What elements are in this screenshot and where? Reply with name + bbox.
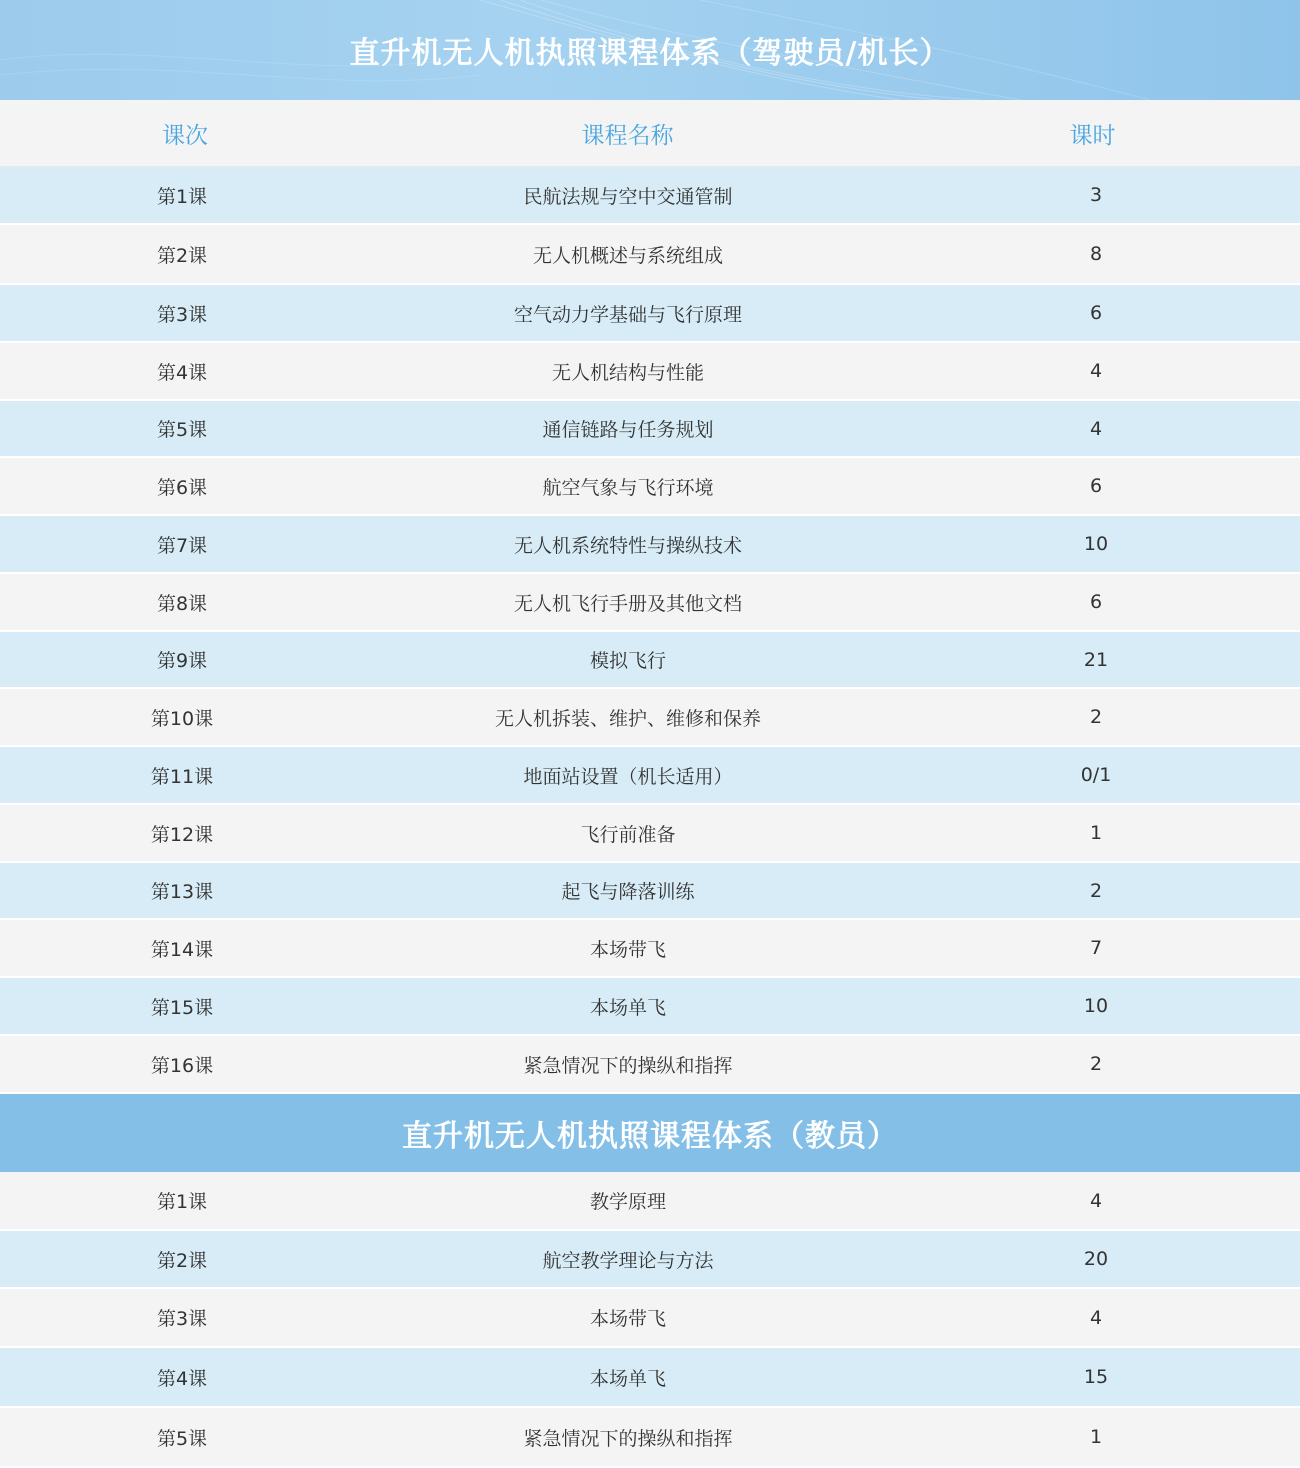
course-name-cell: 起飞与降落训练 (561, 881, 695, 903)
lesson-cell: 第16课 (150, 1054, 214, 1077)
table-row (0, 574, 1300, 632)
hours-cell: 21 (1083, 648, 1109, 671)
table-row (0, 1231, 1300, 1289)
section1-table-body (0, 167, 1300, 1094)
table-row (0, 863, 1300, 920)
hours-cell: 6 (1089, 591, 1103, 613)
table-row (0, 1408, 1300, 1468)
lesson-cell: 第3课 (156, 1308, 208, 1330)
table-row (0, 1172, 1300, 1231)
table-row (0, 401, 1300, 458)
hours-cell: 4 (1089, 360, 1103, 382)
hours-cell: 2 (1089, 879, 1103, 902)
course-name-cell: 无人机系统特性与操纵技术 (513, 534, 742, 557)
table-row (0, 225, 1300, 285)
hours-cell: 1 (1089, 822, 1103, 844)
table-row (0, 285, 1300, 343)
lesson-cell: 第11课 (150, 765, 214, 788)
hours-cell: 6 (1089, 302, 1103, 324)
hours-cell: 4 (1089, 1189, 1103, 1212)
table-header (0, 100, 1300, 167)
table-row (0, 167, 1300, 225)
lesson-cell: 第5课 (156, 419, 208, 441)
lesson-cell: 第8课 (156, 592, 208, 615)
hours-cell: 4 (1089, 417, 1103, 440)
table-row (0, 920, 1300, 978)
course-name-cell: 本场带飞 (589, 938, 666, 961)
hours-cell: 4 (1089, 1306, 1103, 1329)
course-name-cell: 本场带飞 (589, 1308, 666, 1330)
lesson-cell: 第2课 (156, 244, 208, 267)
course-name-cell: 航空气象与飞行环境 (542, 476, 714, 499)
hours-cell: 10 (1083, 533, 1109, 555)
table-row (0, 516, 1300, 574)
table-row (0, 632, 1300, 689)
hours-cell: 1 (1089, 1426, 1103, 1448)
table-row (0, 978, 1300, 1036)
header-course: 课程名称 (581, 122, 674, 149)
hours-cell: 2 (1089, 1053, 1103, 1075)
course-name-cell: 地面站设置（机长适用） (523, 765, 733, 788)
table-row (0, 458, 1300, 516)
hours-cell: 7 (1089, 937, 1103, 959)
hours-cell: 3 (1089, 184, 1103, 206)
lesson-cell: 第5课 (156, 1427, 208, 1450)
table-row (0, 805, 1300, 863)
lesson-cell: 第12课 (150, 823, 214, 846)
course-name-cell: 本场单飞 (589, 996, 666, 1019)
section1-title: 直升机无人机执照课程体系（驾驶员/机长） (349, 36, 951, 71)
table-row (0, 689, 1300, 747)
lesson-cell: 第3课 (156, 303, 208, 326)
section2-title: 直升机无人机执照课程体系（教员） (0, 1094, 1300, 1172)
lesson-cell: 第7课 (156, 534, 208, 557)
lesson-cell: 第6课 (156, 476, 208, 499)
course-name-cell: 无人机概述与系统组成 (532, 244, 723, 267)
hours-cell: 15 (1083, 1366, 1109, 1388)
course-name-cell: 通信链路与任务规划 (542, 419, 714, 441)
hours-cell: 0/1 (1080, 764, 1112, 786)
lesson-cell: 第4课 (156, 1367, 208, 1390)
lesson-cell: 第9课 (156, 650, 208, 672)
hours-cell: 2 (1089, 706, 1103, 728)
course-name-cell: 模拟飞行 (589, 650, 666, 672)
course-name-cell: 紧急情况下的操纵和指挥 (523, 1054, 733, 1077)
lesson-cell: 第1课 (156, 185, 208, 208)
hours-cell: 20 (1083, 1248, 1109, 1270)
lesson-cell: 第15课 (150, 996, 214, 1019)
lesson-cell: 第1课 (156, 1191, 208, 1213)
table-row (0, 343, 1300, 401)
table-row (0, 747, 1300, 805)
course-name-cell: 空气动力学基础与飞行原理 (513, 303, 742, 326)
hours-cell: 10 (1083, 995, 1109, 1017)
lesson-cell: 第13课 (150, 881, 214, 903)
hours-cell: 6 (1089, 475, 1103, 497)
header-hours: 课时 (1069, 122, 1116, 149)
lesson-cell: 第4课 (156, 361, 208, 384)
top-banner (0, 0, 1300, 100)
course-name-cell: 无人机结构与性能 (551, 361, 704, 384)
table-row (0, 1289, 1300, 1348)
course-name-cell: 无人机拆装、维护、维修和保养 (494, 707, 761, 730)
header-lesson: 课次 (162, 122, 208, 149)
course-name-cell: 航空教学理论与方法 (542, 1249, 714, 1272)
course-name-cell: 本场单飞 (589, 1367, 666, 1390)
course-name-cell: 民航法规与空中交通管制 (523, 185, 733, 208)
lesson-cell: 第10课 (150, 707, 214, 730)
table-row (0, 1036, 1300, 1094)
course-name-cell: 无人机飞行手册及其他文档 (513, 592, 742, 615)
lesson-cell: 第2课 (156, 1249, 208, 1272)
course-name-cell: 飞行前准备 (580, 823, 676, 846)
lesson-cell: 第14课 (150, 938, 214, 961)
section2-table-body (0, 1172, 1300, 1468)
table-row (0, 1348, 1300, 1408)
hours-cell: 8 (1089, 243, 1103, 265)
course-name-cell: 教学原理 (589, 1191, 666, 1213)
course-name-cell: 紧急情况下的操纵和指挥 (523, 1427, 733, 1450)
